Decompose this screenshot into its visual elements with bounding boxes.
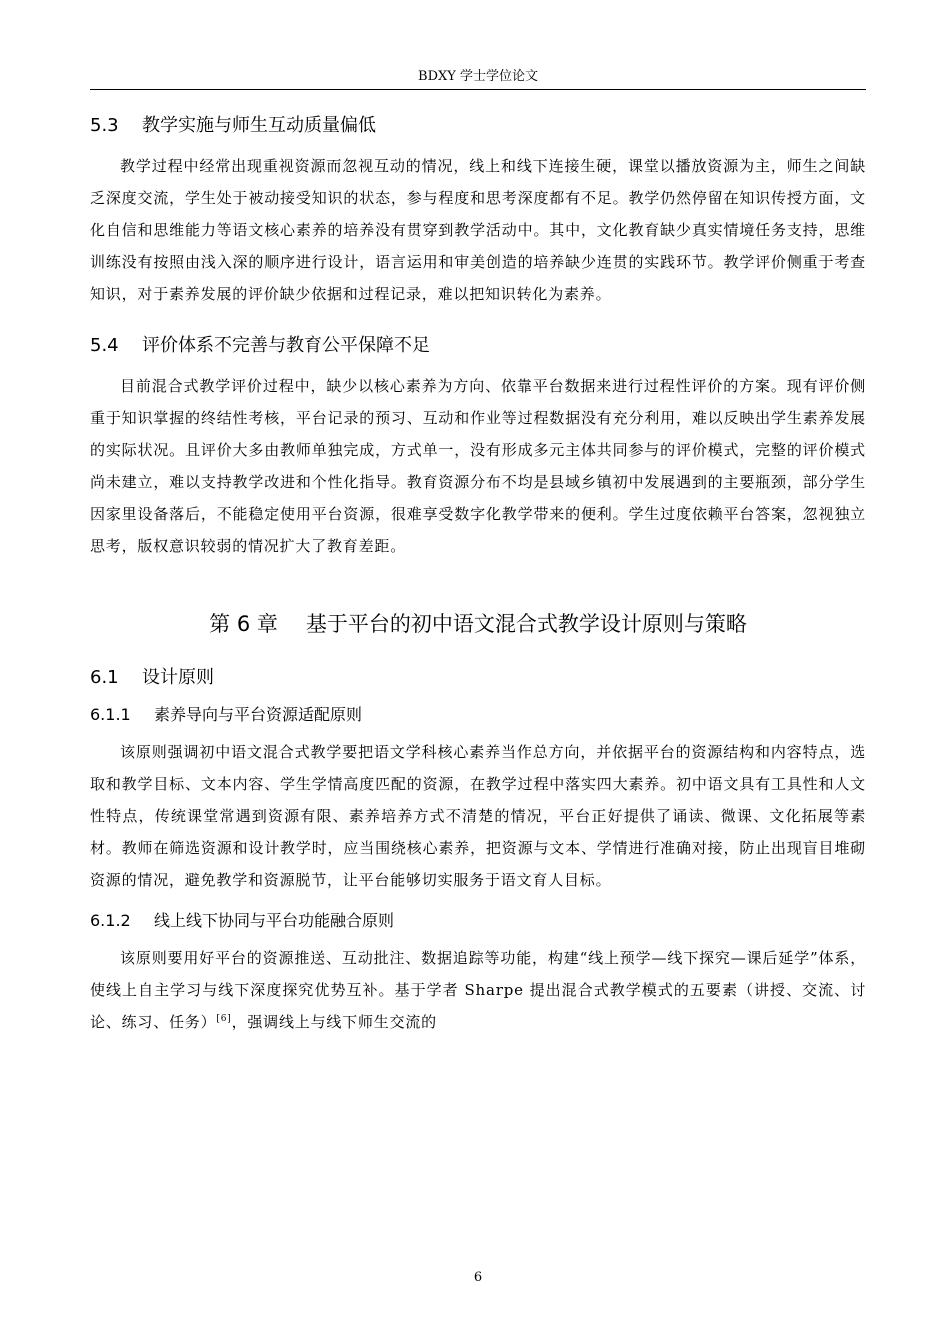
running-header: BDXY 学士学位论文: [418, 69, 538, 84]
paragraph-text-continued: ，强调线上与线下师生交流的: [231, 1013, 437, 1031]
chapter-title: 基于平台的初中语文混合式教学设计原则与策略: [305, 612, 747, 636]
subsection-number: 6.1.2: [90, 911, 131, 930]
section-heading-5-3: [90, 112, 866, 140]
paragraph-6-1-2: [90, 942, 866, 1038]
paragraph-5-4: 目前混合式教学评价过程中，缺少以核心素养为方向、依靠平台数据来进行过程性评价的方案。现有评价侧重于知识掌握的终结性考核，平台记录的预习、互动和作业等过程数据没有充分利用，难以反映出学生素养发展的实际状况。且评价大多由教师单独完成，方式单一，没有形成多元主体共同参与的评价模式，完整的评价模式尚未建立，难以支持教学改进和个性化指导。教育资源分布不均是县域乡镇初中发展遇到的主要瓶颈，部分学生因家里设备落后，不能稳定使用平台资源，很难享受数字化教学带来的便利。学生过度依赖平台答案，忽视独立思考，版权意识较弱的情况扩大了教育差距。: [90, 377, 866, 555]
header-rule: [90, 89, 866, 90]
subsection-number: 6.1.1: [90, 705, 131, 724]
subsection-heading-6-1-1: [90, 702, 866, 728]
document-body: [90, 112, 866, 1038]
section-heading-5-4: [90, 332, 866, 360]
section-number: 5.3: [90, 115, 119, 136]
section-title: 评价体系不完善与教育公平保障不足: [142, 335, 430, 356]
subsection-title: 素养导向与平台资源适配原则: [154, 705, 363, 724]
chapter-number: 第 6 章: [209, 612, 278, 636]
subsection-heading-6-1-2: [90, 908, 866, 934]
subsection-title: 线上线下协同与平台功能融合原则: [154, 911, 395, 930]
section-heading-6-1: [90, 664, 866, 692]
section-title: 设计原则: [142, 667, 214, 688]
section-title: 教学实施与师生互动质量偏低: [142, 115, 376, 136]
section-number: 6.1: [90, 667, 119, 688]
paragraph-6-1-1: 该原则强调初中语文混合式教学要把语文学科核心素养当作总方向，并依据平台的资源结构和内容特点，选取和教学目标、文本内容、学生学情高度匹配的资源，在教学过程中落实四大素养。初中语文具有工具性和人文性特点，传统课堂常遇到资源有限、素养培养方式不清楚的情况，平台正好提供了诵读、微课、文化拓展等素材。教师在筛选资源和设计教学时，应当围绕核心素养，把资源与文本、学情进行准确对接，防止出现盲目堆砌资源的情况，避免教学和资源脱节，让平台能够切实服务于语文育人目标。: [90, 743, 866, 889]
citation-marker: [6]: [216, 1014, 232, 1024]
paragraph-5-3: 教学过程中经常出现重视资源而忽视互动的情况，线上和线下连接生硬，课堂以播放资源为主，师生之间缺乏深度交流，学生处于被动接受知识的状态，参与程度和思考深度都有不足。教学仍然停留在知识传授方面，文化自信和思维能力等语文核心素养的培养没有贯穿到教学活动中。其中，文化教育缺少真实情境任务支持，思维训练没有按照由浅入深的顺序进行设计，语言运用和审美创造的培养缺少连贯的实践环节。教学评价侧重于考查知识，对于素养发展的评价缺少依据和过程记录，难以把知识转化为素养。: [90, 157, 866, 303]
paragraph-text: 该原则要用好平台的资源推送、互动批注、数据追踪等功能，构建“线上预学—线下探究—课后延学”体系，使线上自主学习与线下深度探究优势互补。基于学者 Sharpe 提出混合式教学模式的五要素（讲授、交流、讨论、练习、任务）: [90, 949, 866, 1031]
chapter-heading-6: [90, 608, 866, 640]
section-number: 5.4: [90, 335, 119, 356]
page-number: 6: [473, 1270, 483, 1285]
